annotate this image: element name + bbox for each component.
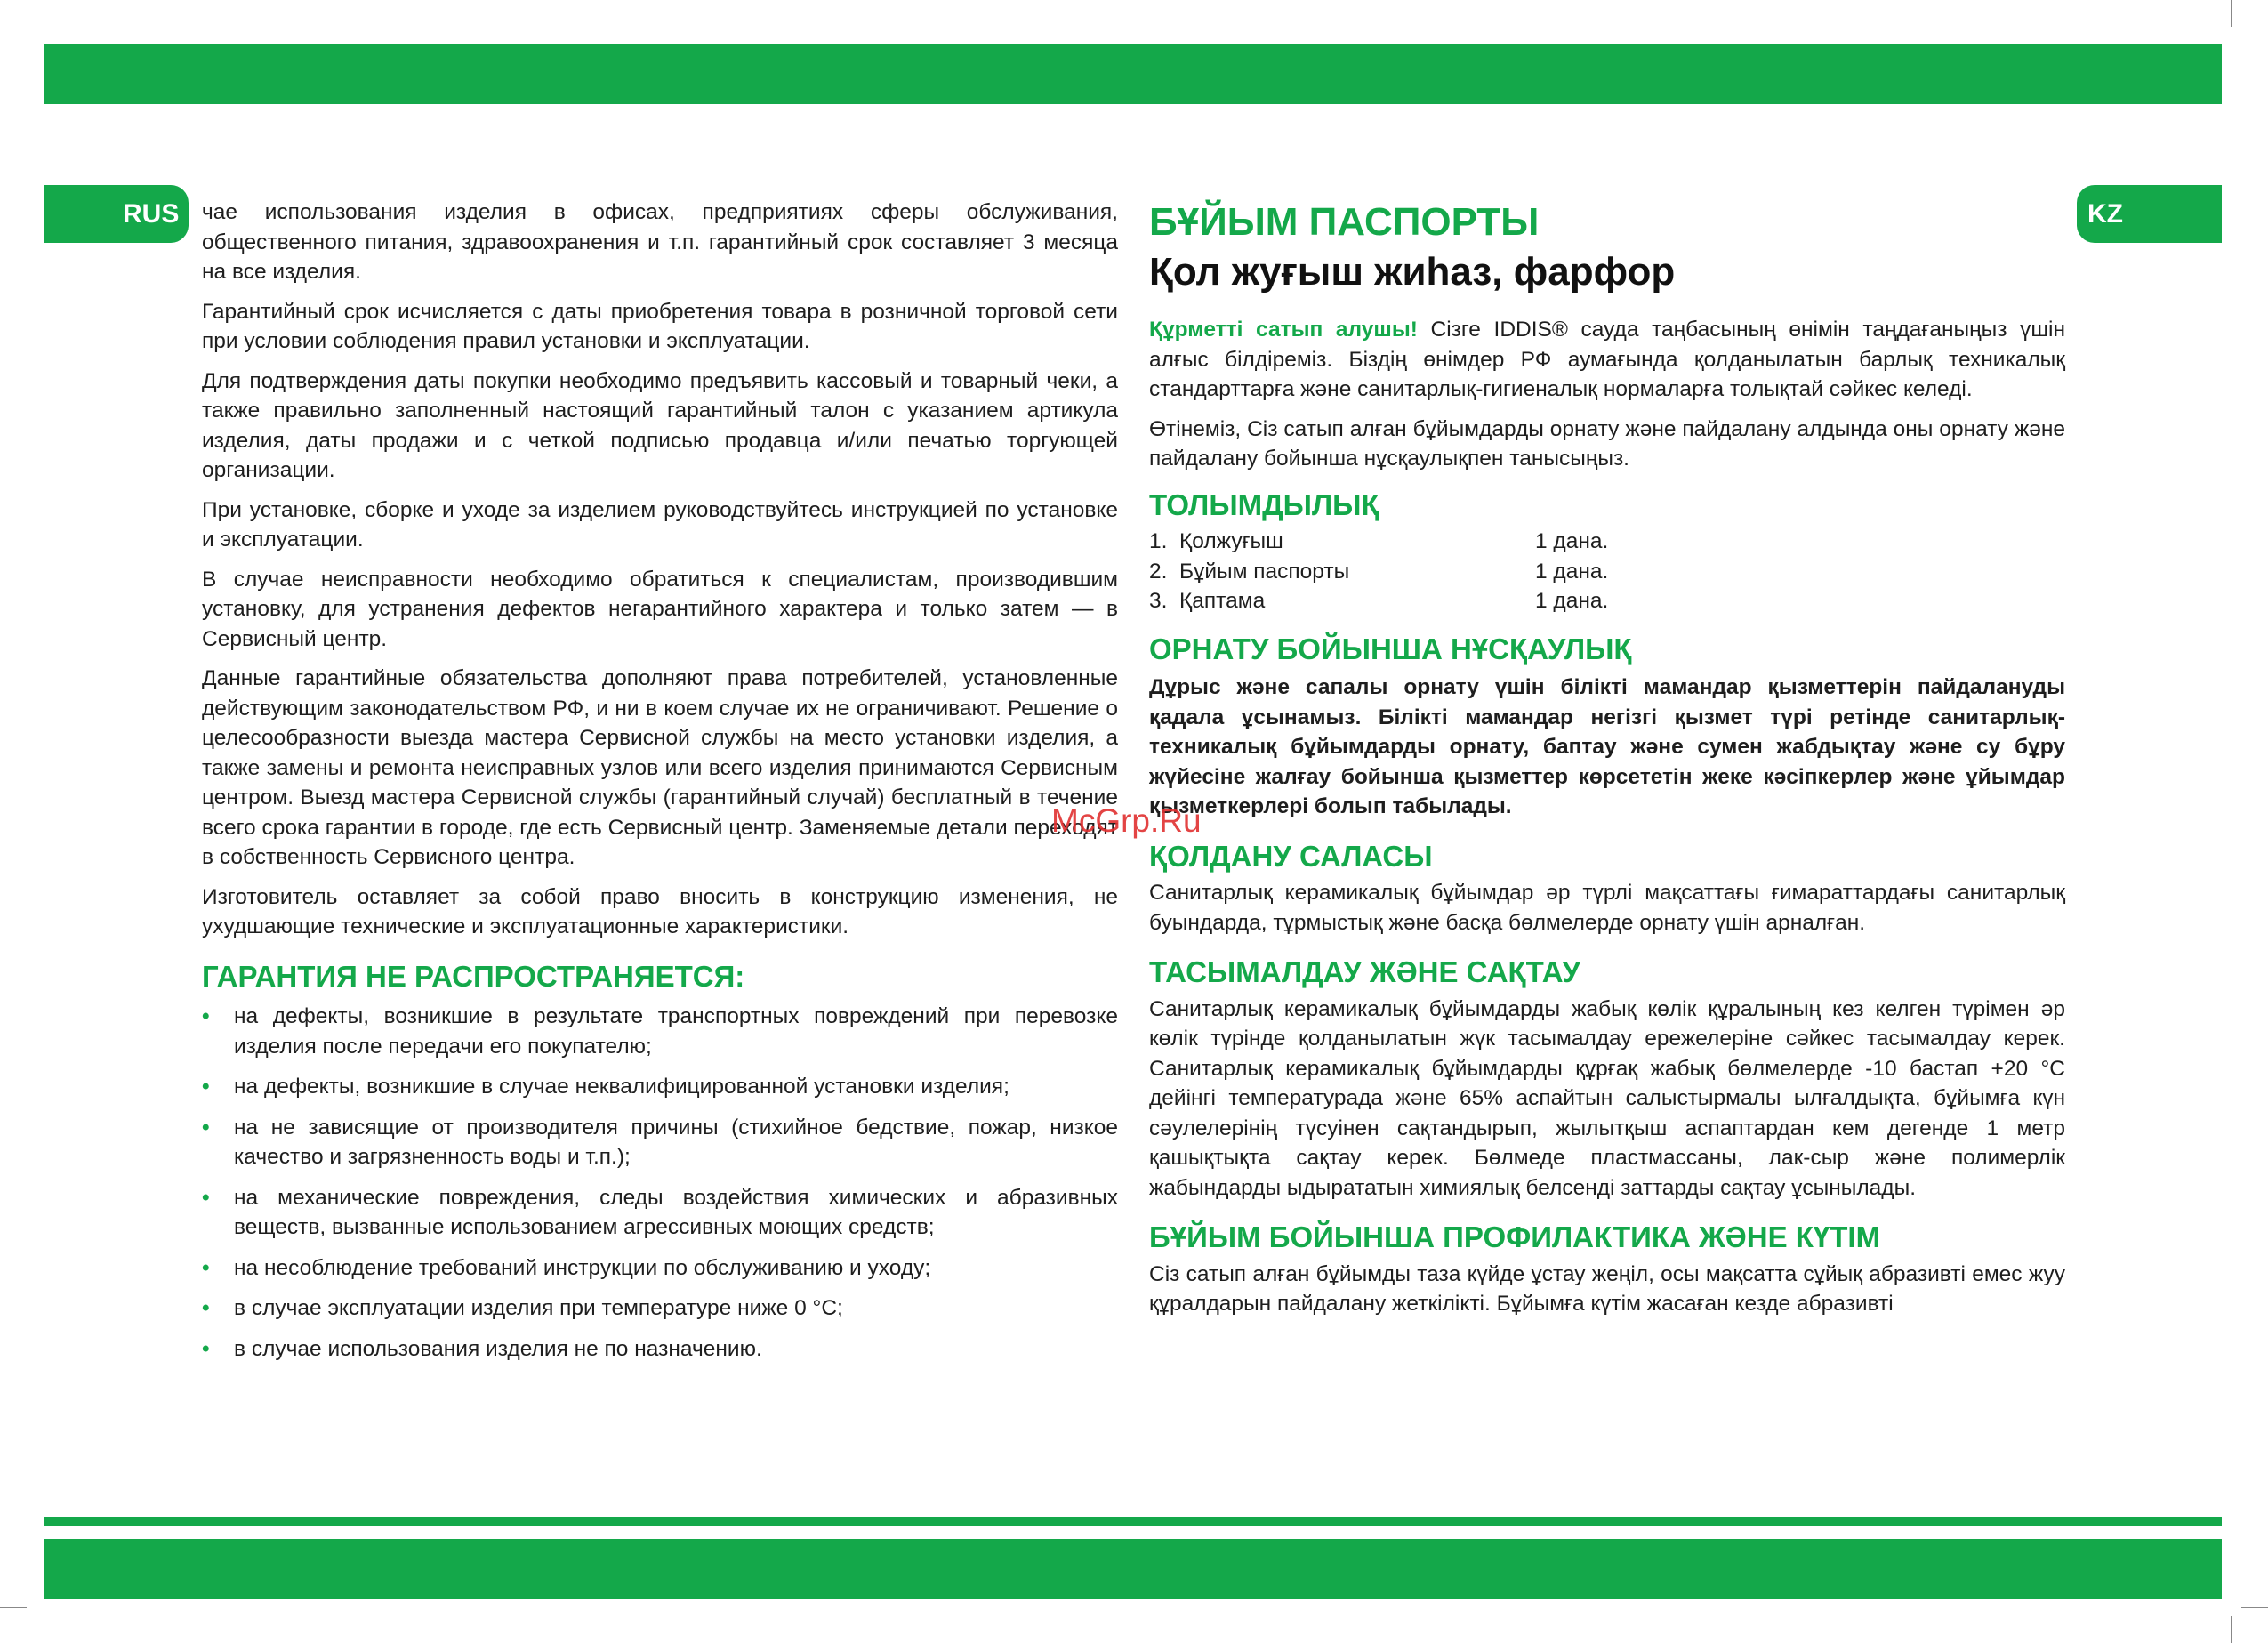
kit-qty: 1 дана. [1535, 529, 1609, 553]
install-heading: ОРНАТУ БОЙЫНША НҰСҚАУЛЫҚ [1149, 632, 1632, 665]
list-item: • на дефекты, возникшие в случае неквалифицированной установки изделия; [202, 1072, 1118, 1102]
kit-name: Бұйым паспорты [1179, 559, 1350, 584]
crop-mark [2231, 0, 2232, 27]
crop-mark [2231, 1616, 2232, 1643]
document-title: БҰЙЫМ ПАСПОРТЫ [1149, 200, 1540, 244]
kit-num: 3. [1149, 589, 1168, 613]
kit-name: Қолжуғыш [1179, 529, 1283, 553]
right-column [1149, 197, 2065, 1329]
language-tab-kz: KZ [2077, 185, 2222, 243]
transport-paragraph: Санитарлық керамикалық бұйымдарды жабық көлік құралының кез келген түрімен әр көлік түрінде қолданылатын жүк тасымалдау ережелеріне сәйкес тасымалдау керек. Санитарлық керамикалық бұйымдарды құрғақ жабық бөлмелерде -10 бастап +20 °С дейінгі температурада және 65% аспайтын салыстырмалы ылғалдықта, бұйымға күн сәулелерінің түсуінен сақтандырып, жылытқыш аспаптардан кем дегенде 1 метр қашықтықта сақтау керек. Бөлмеде пластмассаны, лак-сыр және полимерлік жабындарды ыдырататын химиялық белсенді заттарды сақтау ұсынылады. [1149, 996, 2065, 1200]
kit-heading: ТОЛЫМДЫЛЫҚ [1149, 487, 1379, 521]
crop-mark [0, 1607, 27, 1608]
kit-table [1149, 527, 1608, 616]
body-paragraph: Изготовитель оставляет за собой право вносить в конструкцию изменения, не ухудшающие технические и эксплуатационные характеристики. [202, 884, 1118, 938]
kit-num: 2. [1149, 559, 1168, 584]
top-green-band [44, 44, 2222, 104]
guarantee-heading: ГАРАНТИЯ НЕ РАСПРОСТРАНЯЕТСЯ: [202, 959, 745, 993]
list-item: • в случае использования изделия не по назначению. [202, 1334, 1118, 1365]
intro-lead: Құрметті сатып алушы! [1149, 318, 1418, 342]
bottom-green-band [44, 1539, 2222, 1599]
list-item: • на несоблюдение требований инструкции по обслуживанию и уходу; [202, 1253, 1118, 1284]
left-column [202, 197, 1118, 1374]
body-paragraph: В случае неисправности необходимо обратиться к специалистам, производившим установку, для устранения дефектов негарантийного характера и только затем — в Сервисный центр. [202, 567, 1118, 651]
watermark: McGrp.Ru [1051, 802, 1202, 839]
body-paragraph: При установке, сборке и уходе за изделием руководствуйтесь инструкцией по установке и эксплуатации. [202, 497, 1118, 552]
document-subtitle: Қол жуғыш жиһаз, фарфор [1149, 250, 1676, 294]
intro-text: Сізге IDDIS® сауда таңбасының өнімін таңдағаныңыз үшін алғыс білдіреміз. Біздің өнімдер РФ аумағында қолданылатын барлық техникалық стандарттарға және санитарлық-гигиеналық нормаларға толықтай сәйкес келеді. [1149, 318, 2065, 401]
table-row [1149, 557, 1608, 587]
care-heading: БҰЙЫМ БОЙЫНША ПРОФИЛАКТИКА ЖӘНЕ КҮТІМ [1149, 1220, 1881, 1253]
kit-name: Қаптама [1179, 589, 1266, 613]
guarantee-exclusions-list [202, 1002, 1118, 1364]
crop-mark [2241, 1607, 2268, 1608]
usage-heading: ҚОЛДАНУ САЛАСЫ [1149, 839, 1433, 873]
kit-num: 1. [1149, 529, 1168, 553]
usage-paragraph: Санитарлық керамикалық бұйымдар әр түрлі мақсаттағы ғимараттардағы санитарлық буындарда, тұрмыстық және басқа бөлмелерде орнату үшін арналған. [1149, 881, 2065, 935]
language-tab-rus: RUS [44, 185, 189, 243]
list-item: • на дефекты, возникшие в результате транспортных повреждений при перевозке изделия после передачи его покупателю; [202, 1002, 1118, 1061]
body-paragraph: Гарантийный срок исчисляется с даты приобретения товара в розничной торговой сети при условии соблюдения правил установки и эксплуатации. [202, 299, 1118, 353]
kit-qty: 1 дана. [1535, 589, 1609, 613]
body-paragraph: Для подтверждения даты покупки необходимо предъявить кассовый и товарный чеки, а также правильно заполненный настоящий гарантийный талон с указанием артикула изделия, даты продажи и с четкой подписью продавца и/или печатью торгующей организации. [202, 368, 1118, 482]
intro-paragraph-2: Өтінеміз, Сіз сатып алған бұйымдарды орнату және пайдалану алдында оны орнату және пайдалану бойынша нұсқаулықпен танысыңыз. [1149, 416, 2065, 471]
table-row [1149, 527, 1608, 557]
table-row [1149, 586, 1608, 616]
list-item: • на не зависящие от производителя причины (стихийное бедствие, пожар, низкое качество и загрязненность воды и т.п.); [202, 1113, 1118, 1172]
install-paragraph: Дұрыс және сапалы орнату үшін білікті мамандар қызметтерін пайдалануды қадала ұсынамыз. Білікті мамандар негізгі қызмет түрі ретінде санитарлық-техникалық бұйымдарды орнату, баптау және сумен жабдықтау және су бұру жүйесіне жалғау бойынша қызметтер көрсететін жеке кәсіпкерлер және ұйымдар қызметкерлері болып табылады. [1149, 675, 2065, 818]
list-item: • в случае эксплуатации изделия при температуре ниже 0 °С; [202, 1293, 1118, 1324]
care-paragraph: Сіз сатып алған бұйымды таза күйде ұстау жеңіл, осы мақсатта сұйық абразивті емес жуу құралдарын пайдалану жеткілікті. Бұйымға күтім жасаған кезде абразивті [1149, 1261, 2065, 1316]
intro-paragraph [1149, 315, 2065, 405]
list-item: • на механические повреждения, следы воздействия химических и абразивных веществ, вызванные использованием агрессивных моющих средств; [202, 1183, 1118, 1243]
body-paragraph: чае использования изделия в офисах, предприятиях сферы обслуживания, общественного питания, здравоохранения и т.п. гарантийный срок составляет 3 месяца на все изделия. [202, 200, 1118, 284]
bottom-green-rule [44, 1517, 2222, 1526]
transport-heading: ТАСЫМАЛДАУ ЖӘНЕ САҚТАУ [1149, 955, 1580, 988]
body-paragraph: Данные гарантийные обязательства дополняют права потребителей, установленные действующим законодательством РФ, и ни в коем случае их не ограничивают. Решение о целесообразности выезда мастера Сервисной службы на место установки изделия, а также замены и ремонта неисправных узлов или всего изделия принимаются Сервисным центром. Выезд мастера Сервисной службы (гарантийный случай) бесплатный в течение всего срока гарантии в городе, где есть Сервисный центр. Заменяемые детали переходят в собственность Сервисного центра. [202, 666, 1118, 869]
kit-qty: 1 дана. [1535, 559, 1609, 584]
